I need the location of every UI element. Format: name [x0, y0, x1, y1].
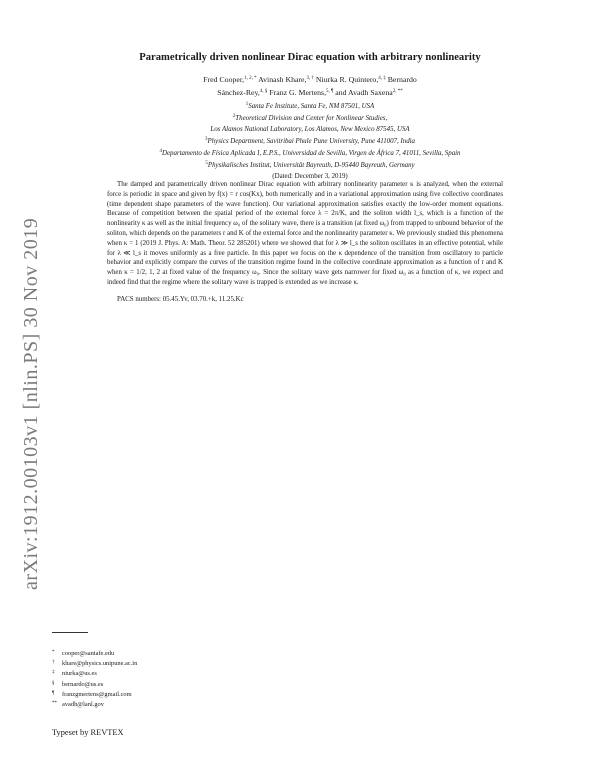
affiliation-text: Santa Fe Institute, Santa Fe, NM 87501, USA	[248, 103, 375, 110]
affiliation-text: Physics Department, Savitribai Phule Pune University, Pune 411007, India	[207, 137, 415, 145]
author-sanchez-rey: Sánchez-Rey,	[217, 88, 260, 97]
author-sup: 5, ¶	[326, 89, 334, 94]
affiliation-number: 1	[245, 102, 249, 107]
footnote-mark: †	[52, 660, 55, 666]
footnote	[52, 699, 137, 709]
author-sup: 2, **	[392, 89, 403, 94]
affiliation-text: Los Alamos National Laboratory, Los Alamos, New Mexico 87545, USA	[210, 125, 410, 133]
affiliation-line	[60, 147, 560, 159]
affiliation-number: 4	[159, 149, 162, 155]
footnote	[52, 689, 137, 699]
footnote-mark: *	[52, 650, 55, 655]
dated-line: (Dated: December 3, 2019)	[272, 172, 348, 180]
arxiv-identifier-stamp: arXiv:1912.00103v1 [nlin.PS] 30 Nov 2019	[20, 217, 42, 590]
affiliation-text: Departamento de Física Aplicada I, E.P.S., Universidad de Sevilla, Virgen de África 7, 41011, Sevilla, Spain	[161, 150, 461, 158]
author-sup: 3, †	[306, 76, 314, 81]
footnote	[52, 658, 137, 668]
pacs-numbers: PACS numbers: 05.45.Yv, 03.70.+k, 11.25.Kc	[117, 296, 244, 303]
footnote-email: khare@physics.unipune.ac.in	[62, 660, 138, 668]
footnote-email: cooper@santafe.edu	[62, 650, 115, 657]
author-sup: 4, ‡	[378, 76, 386, 81]
affiliation-number: 2	[232, 114, 236, 120]
footnote-email: bernardo@us.es	[62, 680, 104, 688]
affiliations	[60, 100, 560, 182]
affiliation-line	[60, 112, 560, 124]
author-sup: 4, §	[259, 89, 268, 94]
author-bernardo: Bernardo	[385, 75, 417, 84]
footnote-email: franzgmertens@gmail.com	[62, 690, 132, 698]
footnotes	[52, 648, 137, 709]
footnote	[52, 648, 137, 658]
author-sup: 1, 2, *	[244, 76, 257, 81]
footnote-mark: §	[52, 680, 55, 686]
author-saxena: and Avadh Saxena	[333, 88, 393, 97]
author-quintero: Niurka R. Quintero,	[313, 75, 379, 84]
typeset-note: Typeset by REVTEX	[52, 728, 124, 737]
affiliation-text: Physikalisches Institut, Universität Bayreuth, D-95440 Bayreuth, Germany	[207, 162, 415, 170]
footnote-email: avadh@lanl.gov	[62, 701, 104, 709]
affiliation-number: 5	[205, 161, 208, 167]
abstract	[107, 180, 503, 288]
footnote-rule	[52, 632, 88, 633]
footnote-mark: **	[52, 701, 57, 707]
footnote-email: niurka@us.es	[62, 670, 97, 678]
footnote	[52, 679, 137, 689]
affiliation-line	[60, 100, 560, 112]
footnote	[52, 668, 137, 678]
author-mertens: Franz G. Mertens,	[267, 88, 327, 97]
abstract-text: The damped and parametrically driven nonlinear Dirac equation with arbitrary nonlinearity parameter κ is analyzed, when the external force is periodic in space and given by f(x) = r cos(Kx), both numerically and in a variational approximation using five collective coordinates (time dependent shape parameters of the wave function). Our variational approximation satisfies exactly the low-order moment equations. Because of competition between the spatial period of the external force λ = 2π/K, and the soliton width l_s, which is a function of the nonlinearity κ as well as the initial frequency ω₀ of the solitary wave, there is a transition (at fixed ω₀) from trapped to unbound behavior of the soliton, which depends on the parameters r and K of the external force and the nonlinearity parameter κ. We previously studied this phenomena when κ = 1 (2019 J. Phys. A: Math. Theor. 52 285201) where we showed that for λ ≫ l_s the soliton oscillates in an effective potential, while for λ ≪ l_s it moves uniformly as a free particle. In this paper we focus on the κ dependence of the transition from oscillatory to particle behavior and explicitly compare the curves of the transition regime found in the collective coordinate approximation as a function of r and K when κ = 1/2, 1, 2 at fixed value of the frequency ω₀. Since the solitary wave gets narrower for fixed ω₀ as a function of κ, we expect and indeed find that the regime where the solitary wave is trapped is extended as we increase κ.	[107, 181, 503, 286]
affiliation-line	[60, 159, 560, 171]
author-khare: Avinash Khare,	[256, 75, 307, 84]
affiliation-number: 3	[204, 136, 208, 142]
affiliation-line	[60, 125, 560, 135]
footnote-mark: ‡	[52, 670, 55, 676]
author-cooper: Fred Cooper,	[203, 75, 245, 84]
affiliation-line	[60, 135, 560, 147]
author-list	[100, 73, 520, 99]
footnote-mark: ¶	[52, 690, 55, 696]
affiliation-text: Theoretical Division and Center for Nonlinear Studies,	[235, 115, 388, 123]
paper-title: Parametrically driven nonlinear Dirac equation with arbitrary nonlinearity	[139, 52, 481, 63]
